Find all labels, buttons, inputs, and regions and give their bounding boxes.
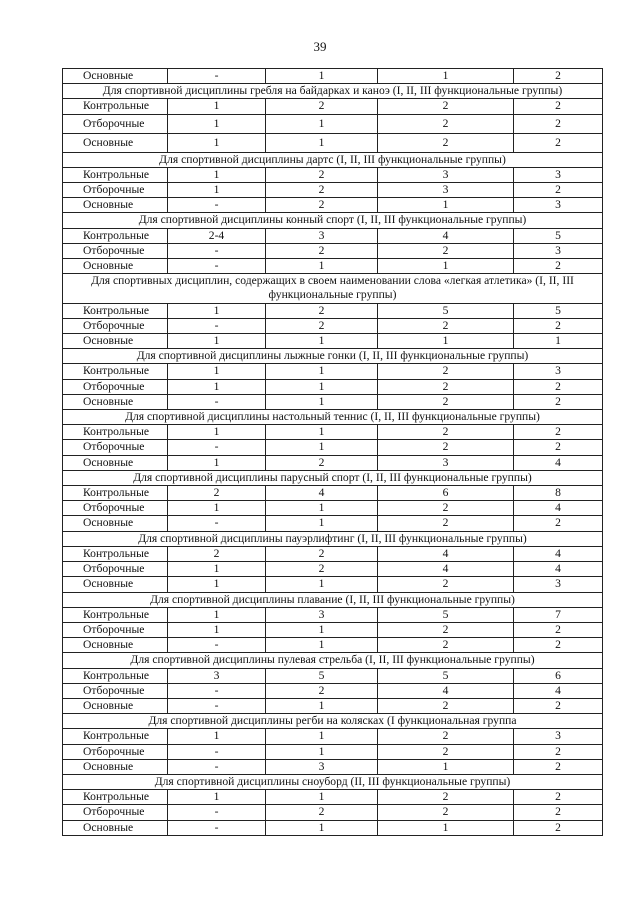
count-cell: 2 xyxy=(266,546,378,561)
count-cell: 3 xyxy=(514,577,603,592)
count-cell: - xyxy=(168,198,266,213)
table-row xyxy=(63,683,603,698)
count-cell: 2 xyxy=(514,133,603,152)
count-cell: 2 xyxy=(168,546,266,561)
count-cell: 1 xyxy=(514,334,603,349)
section-header-row xyxy=(63,653,603,668)
count-cell: 5 xyxy=(378,607,514,622)
count-cell: 7 xyxy=(514,607,603,622)
table-row xyxy=(63,546,603,561)
table-row xyxy=(63,455,603,470)
section-header-row xyxy=(63,213,603,228)
count-cell: 1 xyxy=(168,622,266,637)
count-cell: 1 xyxy=(168,577,266,592)
count-cell: 1 xyxy=(266,394,378,409)
competition-type: Контрольные xyxy=(63,425,168,440)
count-cell: 2 xyxy=(266,455,378,470)
competition-type: Контрольные xyxy=(63,167,168,182)
count-cell: 2 xyxy=(378,501,514,516)
count-cell: 3 xyxy=(514,729,603,744)
count-cell: 2 xyxy=(514,318,603,333)
competition-type: Контрольные xyxy=(63,729,168,744)
table-row xyxy=(63,820,603,835)
count-cell: 1 xyxy=(266,698,378,713)
table-row xyxy=(63,729,603,744)
competition-type: Основные xyxy=(63,759,168,774)
count-cell: 1 xyxy=(168,790,266,805)
count-cell: 6 xyxy=(378,486,514,501)
count-cell: 2 xyxy=(378,394,514,409)
count-cell: 3 xyxy=(168,668,266,683)
count-cell: 2 xyxy=(378,364,514,379)
count-cell: 4 xyxy=(514,562,603,577)
competition-type: Основные xyxy=(63,334,168,349)
competition-type: Отборочные xyxy=(63,379,168,394)
table-row xyxy=(63,198,603,213)
table-row xyxy=(63,516,603,531)
competition-type: Основные xyxy=(63,516,168,531)
count-cell: 1 xyxy=(266,440,378,455)
section-header: Для спортивной дисциплины дартс (I, II, III функциональные группы) xyxy=(63,152,603,167)
competition-type: Основные xyxy=(63,698,168,713)
count-cell: 4 xyxy=(378,228,514,243)
count-cell: 2 xyxy=(514,790,603,805)
count-cell: 1 xyxy=(378,334,514,349)
section-header: Для спортивной дисциплины конный спорт (I, II, III функциональные группы) xyxy=(63,213,603,228)
count-cell: - xyxy=(168,638,266,653)
section-header: Для спортивной дисциплины гребля на байдарках и каноэ (I, II, III функциональные группы) xyxy=(63,84,603,99)
competition-type: Отборочные xyxy=(63,622,168,637)
count-cell: 5 xyxy=(378,668,514,683)
count-cell: 2 xyxy=(266,303,378,318)
count-cell: 2 xyxy=(266,683,378,698)
count-cell: 1 xyxy=(266,744,378,759)
count-cell: 2 xyxy=(514,379,603,394)
count-cell: 8 xyxy=(514,486,603,501)
count-cell: 1 xyxy=(266,334,378,349)
count-cell: 2 xyxy=(378,243,514,258)
count-cell: 1 xyxy=(266,501,378,516)
count-cell: 1 xyxy=(266,820,378,835)
count-cell: 2 xyxy=(266,183,378,198)
count-cell: 1 xyxy=(266,379,378,394)
count-cell: 2 xyxy=(378,133,514,152)
count-cell: - xyxy=(168,69,266,84)
count-cell: 3 xyxy=(514,198,603,213)
count-cell: 4 xyxy=(514,683,603,698)
count-cell: 4 xyxy=(514,455,603,470)
count-cell: 1 xyxy=(168,133,266,152)
count-cell: 1 xyxy=(266,638,378,653)
count-cell: 4 xyxy=(266,486,378,501)
count-cell: 2 xyxy=(266,167,378,182)
table-row xyxy=(63,501,603,516)
competition-type: Основные xyxy=(63,133,168,152)
count-cell: 2 xyxy=(514,183,603,198)
count-cell: 2 xyxy=(266,198,378,213)
section-header: Для спортивной дисциплины пауэрлифтинг (I, II, III функциональные группы) xyxy=(63,531,603,546)
count-cell: 1 xyxy=(266,69,378,84)
count-cell: 3 xyxy=(514,364,603,379)
competition-type: Контрольные xyxy=(63,99,168,114)
count-cell: 2 xyxy=(514,759,603,774)
section-header: Для спортивной дисциплины регби на колясках (I функциональная группа xyxy=(63,714,603,729)
count-cell: - xyxy=(168,805,266,820)
count-cell: 3 xyxy=(266,759,378,774)
competition-type: Отборочные xyxy=(63,744,168,759)
count-cell: 2-4 xyxy=(168,228,266,243)
count-cell: 5 xyxy=(378,303,514,318)
count-cell: 2 xyxy=(378,516,514,531)
section-header-row xyxy=(63,774,603,789)
count-cell: 1 xyxy=(378,198,514,213)
table-row xyxy=(63,167,603,182)
competition-type: Отборочные xyxy=(63,183,168,198)
section-header: Для спортивной дисциплины плавание (I, II, III функциональные группы) xyxy=(63,592,603,607)
count-cell: 1 xyxy=(168,501,266,516)
count-cell: - xyxy=(168,683,266,698)
count-cell: 2 xyxy=(266,99,378,114)
count-cell: 3 xyxy=(514,167,603,182)
count-cell: 2 xyxy=(266,562,378,577)
table-row xyxy=(63,744,603,759)
count-cell: 1 xyxy=(168,607,266,622)
table-row xyxy=(63,394,603,409)
count-cell: 2 xyxy=(514,638,603,653)
count-cell: 2 xyxy=(378,318,514,333)
section-header-row xyxy=(63,410,603,425)
section-header: Для спортивных дисциплин, содержащих в своем наименовании слова «легкая атлетика» (I, II, III функциональные группы) xyxy=(63,274,603,303)
count-cell: 1 xyxy=(266,516,378,531)
section-header: Для спортивной дисциплины парусный спорт (I, II, III функциональные группы) xyxy=(63,470,603,485)
count-cell: 1 xyxy=(168,183,266,198)
count-cell: 4 xyxy=(514,501,603,516)
table-row xyxy=(63,440,603,455)
section-header: Для спортивной дисциплины лыжные гонки (I, II, III функциональные группы) xyxy=(63,349,603,364)
competition-type: Основные xyxy=(63,820,168,835)
count-cell: 3 xyxy=(514,243,603,258)
competition-type: Отборочные xyxy=(63,805,168,820)
count-cell: - xyxy=(168,744,266,759)
section-header: Для спортивной дисциплины сноуборд (II, III функциональные группы) xyxy=(63,774,603,789)
count-cell: 2 xyxy=(514,425,603,440)
count-cell: 2 xyxy=(378,744,514,759)
count-cell: - xyxy=(168,243,266,258)
table-row xyxy=(63,790,603,805)
count-cell: 2 xyxy=(514,114,603,133)
competition-type: Отборочные xyxy=(63,114,168,133)
competition-type: Отборочные xyxy=(63,683,168,698)
count-cell: 1 xyxy=(168,334,266,349)
count-cell: 2 xyxy=(514,259,603,274)
count-cell: 2 xyxy=(378,577,514,592)
count-cell: 1 xyxy=(266,364,378,379)
count-cell: 2 xyxy=(266,243,378,258)
count-cell: 2 xyxy=(378,805,514,820)
competition-type: Основные xyxy=(63,577,168,592)
count-cell: 2 xyxy=(378,440,514,455)
table-row xyxy=(63,133,603,152)
table-row xyxy=(63,243,603,258)
count-cell: 1 xyxy=(266,114,378,133)
count-cell: 1 xyxy=(266,790,378,805)
section-header: Для спортивной дисциплины пулевая стрельба (I, II, III функциональные группы) xyxy=(63,653,603,668)
table-row xyxy=(63,69,603,84)
table-row xyxy=(63,638,603,653)
count-cell: 1 xyxy=(168,729,266,744)
count-cell: 1 xyxy=(266,577,378,592)
count-cell: 2 xyxy=(378,638,514,653)
page-number: 39 xyxy=(313,39,327,54)
count-cell: - xyxy=(168,759,266,774)
count-cell: 2 xyxy=(168,486,266,501)
section-header-row xyxy=(63,531,603,546)
section-header-row xyxy=(63,349,603,364)
section-header-row xyxy=(63,274,603,303)
count-cell: 1 xyxy=(168,379,266,394)
count-cell: 5 xyxy=(266,668,378,683)
competition-type: Основные xyxy=(63,198,168,213)
table-row xyxy=(63,607,603,622)
count-cell: 1 xyxy=(266,259,378,274)
count-cell: 3 xyxy=(378,183,514,198)
competition-type: Контрольные xyxy=(63,486,168,501)
table-row xyxy=(63,114,603,133)
table-row xyxy=(63,99,603,114)
count-cell: 1 xyxy=(266,622,378,637)
count-cell: 1 xyxy=(266,729,378,744)
competition-type: Основные xyxy=(63,394,168,409)
count-cell: - xyxy=(168,259,266,274)
competition-type: Контрольные xyxy=(63,790,168,805)
count-cell: 1 xyxy=(168,455,266,470)
count-cell: 1 xyxy=(168,303,266,318)
table-row xyxy=(63,183,603,198)
count-cell: 2 xyxy=(378,99,514,114)
count-cell: 2 xyxy=(378,698,514,713)
table-row xyxy=(63,805,603,820)
competition-type: Контрольные xyxy=(63,546,168,561)
count-cell: 1 xyxy=(168,425,266,440)
competition-type: Отборочные xyxy=(63,440,168,455)
table-row xyxy=(63,379,603,394)
count-cell: 5 xyxy=(514,228,603,243)
table-row xyxy=(63,259,603,274)
count-cell: 2 xyxy=(378,622,514,637)
table-row xyxy=(63,364,603,379)
count-cell: 4 xyxy=(378,683,514,698)
count-cell: 2 xyxy=(378,425,514,440)
competition-type: Основные xyxy=(63,455,168,470)
count-cell: 2 xyxy=(514,805,603,820)
count-cell: 1 xyxy=(168,562,266,577)
table-row xyxy=(63,486,603,501)
count-cell: - xyxy=(168,516,266,531)
competition-type: Основные xyxy=(63,638,168,653)
section-header-row xyxy=(63,152,603,167)
section-header-row xyxy=(63,470,603,485)
competition-type: Контрольные xyxy=(63,364,168,379)
count-cell: 1 xyxy=(168,114,266,133)
competition-type: Основные xyxy=(63,259,168,274)
competition-type: Отборочные xyxy=(63,243,168,258)
count-cell: 3 xyxy=(266,228,378,243)
count-cell: 2 xyxy=(514,744,603,759)
count-cell: 2 xyxy=(266,805,378,820)
competition-type: Отборочные xyxy=(63,318,168,333)
count-cell: 2 xyxy=(378,379,514,394)
table-row xyxy=(63,698,603,713)
table-row xyxy=(63,668,603,683)
count-cell: 1 xyxy=(378,820,514,835)
count-cell: 1 xyxy=(266,133,378,152)
count-cell: 2 xyxy=(514,394,603,409)
count-cell: 3 xyxy=(266,607,378,622)
table-row xyxy=(63,759,603,774)
count-cell: 1 xyxy=(378,259,514,274)
section-header: Для спортивной дисциплины настольный теннис (I, II, III функциональные группы) xyxy=(63,410,603,425)
count-cell: 1 xyxy=(168,167,266,182)
count-cell: - xyxy=(168,440,266,455)
count-cell: 2 xyxy=(378,114,514,133)
count-cell: 1 xyxy=(266,425,378,440)
table-row xyxy=(63,622,603,637)
table-row xyxy=(63,334,603,349)
table-row xyxy=(63,228,603,243)
competitions-table xyxy=(62,68,603,836)
count-cell: 6 xyxy=(514,668,603,683)
competition-type: Основные xyxy=(63,69,168,84)
count-cell: 5 xyxy=(514,303,603,318)
count-cell: 4 xyxy=(514,546,603,561)
competition-type: Отборочные xyxy=(63,501,168,516)
count-cell: - xyxy=(168,394,266,409)
competition-type: Контрольные xyxy=(63,228,168,243)
count-cell: 4 xyxy=(378,546,514,561)
count-cell: 2 xyxy=(378,729,514,744)
count-cell: 4 xyxy=(378,562,514,577)
count-cell: 2 xyxy=(514,622,603,637)
section-header-row xyxy=(63,84,603,99)
count-cell: 1 xyxy=(378,759,514,774)
table-row xyxy=(63,562,603,577)
count-cell: 3 xyxy=(378,455,514,470)
count-cell: - xyxy=(168,820,266,835)
competition-type: Контрольные xyxy=(63,303,168,318)
section-header-row xyxy=(63,714,603,729)
competition-type: Контрольные xyxy=(63,607,168,622)
competition-type: Отборочные xyxy=(63,562,168,577)
count-cell: 2 xyxy=(514,69,603,84)
table-row xyxy=(63,318,603,333)
count-cell: 1 xyxy=(168,99,266,114)
count-cell: 2 xyxy=(378,790,514,805)
table-row xyxy=(63,577,603,592)
section-header-row xyxy=(63,592,603,607)
count-cell: 2 xyxy=(514,99,603,114)
count-cell: 1 xyxy=(378,69,514,84)
competition-type: Контрольные xyxy=(63,668,168,683)
count-cell: - xyxy=(168,698,266,713)
count-cell: 2 xyxy=(514,698,603,713)
table-row xyxy=(63,303,603,318)
count-cell: 2 xyxy=(266,318,378,333)
count-cell: 2 xyxy=(514,516,603,531)
count-cell: 2 xyxy=(514,440,603,455)
count-cell: 1 xyxy=(168,364,266,379)
count-cell: - xyxy=(168,318,266,333)
table-row xyxy=(63,425,603,440)
count-cell: 2 xyxy=(514,820,603,835)
count-cell: 3 xyxy=(378,167,514,182)
